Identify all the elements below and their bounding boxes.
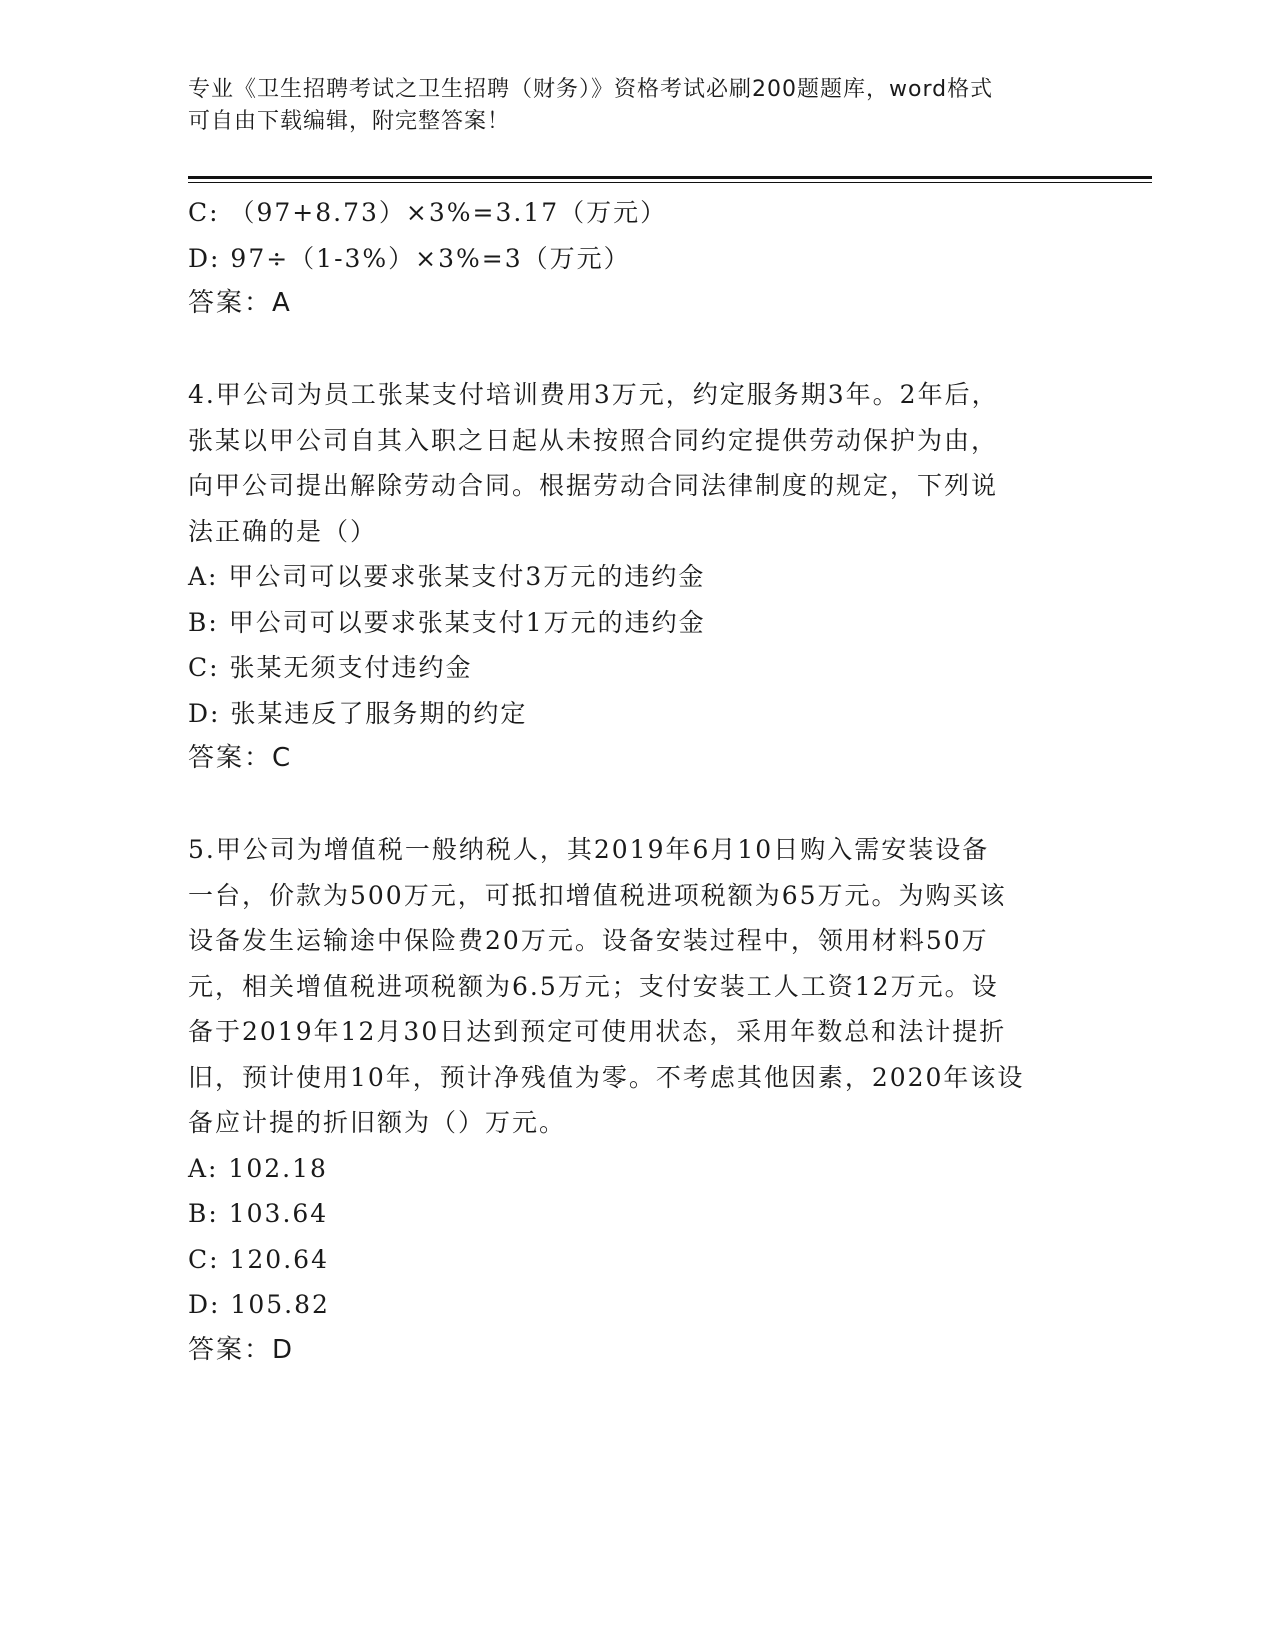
- question-text-line: 一台，价款为500万元，可抵扣增值税进项税额为65万元。为购买该: [188, 880, 1007, 910]
- answer-line: 答案：A: [188, 288, 292, 318]
- option-c: C: （97+8.73）×3%=3.17（万元）: [188, 198, 668, 227]
- option-a: A: 甲公司可以要求张某支付3万元的违约金: [188, 562, 706, 591]
- header-divider-thick: [188, 176, 1152, 179]
- question-text-line: 向甲公司提出解除劳动合同。根据劳动合同法律制度的规定，下列说: [188, 471, 999, 500]
- answer-line: 答案：D: [188, 1334, 295, 1365]
- question-text-line: 张某以甲公司自其入职之日起从未按照合同约定提供劳动保护为由，: [188, 425, 999, 455]
- question-text-line: 备于2019年12月30日达到预定可使用状态，采用年数总和法计提折: [188, 1017, 1007, 1046]
- previous-question: [188, 190, 1088, 327]
- question-text-line: 法正确的是（）: [188, 516, 378, 546]
- question-5: [188, 827, 1088, 1373]
- option-c: C: 120.64: [188, 1244, 329, 1274]
- question-text-line: 旧，预计使用10年，预计净残值为零。不考虑其他因素，2020年该设: [188, 1062, 1025, 1092]
- option-b: B: 103.64: [188, 1199, 329, 1228]
- header-divider-thin: [188, 182, 1152, 183]
- option-a: A: 102.18: [188, 1153, 328, 1183]
- option-b: B: 甲公司可以要求张某支付1万元的违约金: [188, 607, 706, 637]
- question-text-line: 4.甲公司为员工张某支付培训费用3万元，约定服务期3年。2年后，: [188, 380, 999, 409]
- header-line-2: 可自由下载编辑，附完整答案！: [188, 109, 511, 134]
- option-c: C: 张某无须支付违约金: [188, 653, 473, 682]
- question-text-line: 5.甲公司为增值税一般纳税人，其2019年6月10日购入需安装设备: [188, 835, 990, 864]
- answer-line: 答案：C: [188, 743, 293, 773]
- spacer: [188, 327, 1088, 373]
- page-header: [188, 74, 1088, 138]
- spacer: [188, 782, 1088, 828]
- option-d: D: 张某违反了服务期的约定: [188, 698, 528, 728]
- question-text-line: 备应计提的折旧额为（）万元。: [188, 1108, 567, 1137]
- question-text-line: 设备发生运输途中保险费20万元。设备安装过程中，领用材料50万: [188, 926, 989, 955]
- header-line-1: 专业《卫生招聘考试之卫生招聘（财务）》资格考试必刷200题题库，word格式: [188, 77, 994, 102]
- question-4: [188, 372, 1088, 782]
- question-text-line: 元，相关增值税进项税额为6.5万元；支付安装工人工资12万元。设: [188, 971, 999, 1001]
- document-body: [188, 190, 1088, 1373]
- option-d: D: 97÷（1-3%）×3%=3（万元）: [188, 243, 631, 273]
- option-d: D: 105.82: [188, 1290, 330, 1319]
